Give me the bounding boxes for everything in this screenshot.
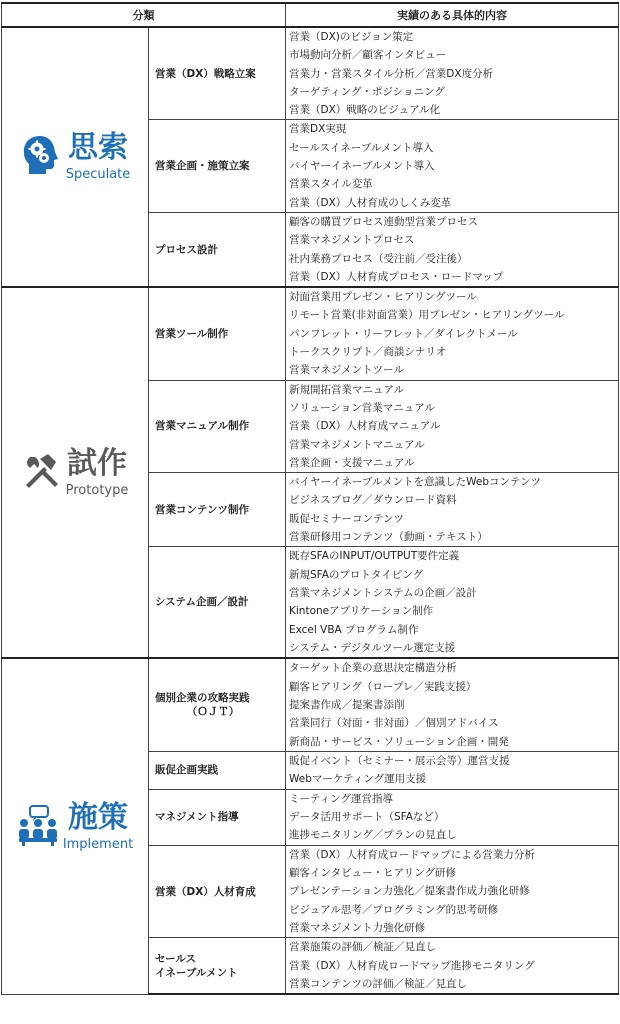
list-item: パンフレット・リーフレット／ダイレクトメール [289, 327, 518, 340]
list-item: 営業（DX）人材育成ロードマップ進捗モニタリング [289, 959, 535, 972]
list-item: ビジネスブログ／ダウンロード資料 [289, 494, 457, 507]
list-item: 営業施策の評価／検証／見直し [289, 941, 436, 954]
list-item: ソリューション営業マニュアル [289, 401, 435, 414]
list-item: 営業マネジメントツール [289, 364, 404, 377]
list-item: 対面営業用プレゼン・ヒアリングツール [289, 291, 477, 304]
header-category: 分類 [2, 3, 286, 27]
list-item: 営業（DX)のビジョン策定 [289, 31, 414, 43]
list-item: 市場動向分析／顧客インタビュー [289, 49, 447, 62]
subcategory: システム企画／設計 [149, 547, 286, 659]
item-list [286, 212, 619, 287]
subcategory-line: セールス [155, 952, 197, 965]
subcategory-line: （ＯＪＴ） [186, 706, 240, 719]
list-item: 既存SFAのINPUT/OUTPUT要件定義 [289, 550, 460, 563]
category-implement [2, 658, 149, 994]
list-item: 販促セミナーコンテンツ [289, 512, 404, 525]
subcategory: 販促企画実践 [149, 751, 286, 789]
list-item: 新規SFAのプロトタイピング [289, 568, 424, 581]
category-title-implement: 施策 [67, 799, 128, 835]
list-item: 営業（DX）人材育成ロードマップによる営業力分析 [289, 848, 535, 861]
list-item: ミーティング運営指導 [289, 792, 393, 805]
list-item: 進捗モニタリング／プランの見直し [289, 829, 457, 842]
list-item: ビジュアル思考／プログラミング的思考研修 [289, 903, 499, 916]
item-list [286, 287, 619, 380]
item-list [286, 380, 619, 472]
table-header-row [2, 3, 619, 27]
list-item: ターゲット企業の意思決定構造分析 [289, 662, 457, 675]
list-item: トークスクリプト／商談シナリオ [289, 346, 447, 359]
item-list [286, 789, 619, 845]
list-item: 販促イベント（セミナー・展示会等）運営支援 [289, 755, 510, 767]
list-item: データ活用サポート（SFAなど） [289, 811, 445, 824]
services-table [1, 2, 619, 995]
category-subtitle-prototype: Prototype [65, 482, 129, 498]
list-item: 営業コンテンツの評価／検証／見直し [289, 977, 467, 990]
list-item: 営業マネジメント力強化研修 [289, 921, 426, 934]
subcategory [149, 938, 286, 995]
item-list [286, 751, 619, 789]
subcategory: 営業ツール制作 [149, 287, 286, 380]
list-item: 営業（DX）人材育成マニュアル [289, 420, 441, 433]
list-item: 営業DX実現 [289, 123, 347, 136]
item-list [286, 845, 619, 937]
list-item: 営業研修用コンテンツ（動画・テキスト） [289, 531, 488, 544]
list-item: 新規開拓営業マニュアル [289, 383, 405, 396]
category-prototype [2, 287, 149, 658]
list-item: 営業スタイル変革 [289, 178, 373, 191]
header-content: 実績のある具体的内容 [286, 3, 619, 27]
subcategory: 営業（DX）戦略立案 [149, 27, 286, 120]
head-gears-icon [20, 133, 62, 181]
item-list [286, 658, 619, 751]
subcategory: 営業マニュアル制作 [149, 380, 286, 472]
subcategory: 営業（DX）人材育成 [149, 845, 286, 937]
item-list [286, 547, 619, 659]
meeting-people-icon [17, 804, 59, 850]
list-item: 営業企画・支援マニュアル [289, 456, 415, 469]
list-item: 提案書作成／提案書添削 [289, 698, 405, 711]
list-item: バイヤーイネーブルメントを意識したWebコンテンツ [289, 476, 542, 489]
table-row [2, 27, 619, 120]
list-item: 営業マネジメントマニュアル [289, 438, 425, 451]
list-item: ターゲティング・ポジショニング [289, 85, 445, 98]
subcategory: マネジメント指導 [149, 789, 286, 845]
category-title-speculate: 思索 [68, 130, 128, 166]
list-item: バイヤーイネーブルメント導入 [289, 160, 435, 173]
list-item: 営業マネジメントシステムの企画／設計 [289, 587, 477, 600]
list-item: Excel VBA プログラム制作 [289, 623, 419, 636]
list-item: 新商品・サービス・ソリューション企画・開発 [289, 735, 509, 748]
subcategory [149, 658, 286, 751]
subcategory: 営業企画・施策立案 [149, 120, 286, 212]
item-list [286, 938, 619, 995]
tools-icon [22, 451, 62, 495]
subcategory-line: 個別企業の攻略実践 [155, 692, 250, 705]
list-item: 社内業務プロセス（受注前／受注後） [289, 252, 468, 265]
category-title-prototype: 試作 [67, 445, 127, 481]
item-list [286, 473, 619, 547]
subcategory-line: イネーブルメント [155, 966, 238, 979]
table-row [2, 287, 619, 380]
list-item: 営業（DX）人材育成のしくみ変革 [289, 196, 452, 209]
list-item: リモート営業(非対面営業）用プレゼン・ヒアリングツール [289, 309, 565, 322]
item-list [286, 120, 619, 212]
subcategory: 営業コンテンツ制作 [149, 473, 286, 547]
list-item: 顧客の購買プロセス連動型営業プロセス [289, 215, 478, 228]
list-item: 営業力・営業スタイル分析／営業DX度分析 [289, 67, 494, 80]
list-item: 顧客ヒアリング（ロープレ／実践支援） [289, 680, 477, 693]
category-subtitle-speculate: Speculate [65, 167, 131, 183]
list-item: プレゼンテーション力強化／提案書作成力強化研修 [289, 885, 530, 898]
list-item: システム・デジタルツール選定支援 [289, 641, 456, 654]
list-item: 営業マネジメントプロセス [289, 234, 415, 247]
list-item: セールスイネーブルメント導入 [289, 141, 434, 154]
list-item: Webマーケティング運用支援 [289, 773, 427, 786]
list-item: 営業（DX）戦略のビジュアル化 [289, 104, 441, 117]
table-row [2, 658, 619, 751]
item-list [286, 27, 619, 120]
list-item: 顧客インタビュー・ヒアリング研修 [289, 867, 456, 880]
category-speculate [2, 27, 149, 287]
category-subtitle-implement: Implement [62, 836, 134, 852]
list-item: 営業（DX）人材育成プロセス・ロードマップ [289, 270, 504, 283]
list-item: Kintoneアプリケーション制作 [289, 605, 434, 618]
subcategory: プロセス設計 [149, 212, 286, 287]
list-item: 営業同行（対面・非対面）／個別アドバイス [289, 717, 499, 730]
